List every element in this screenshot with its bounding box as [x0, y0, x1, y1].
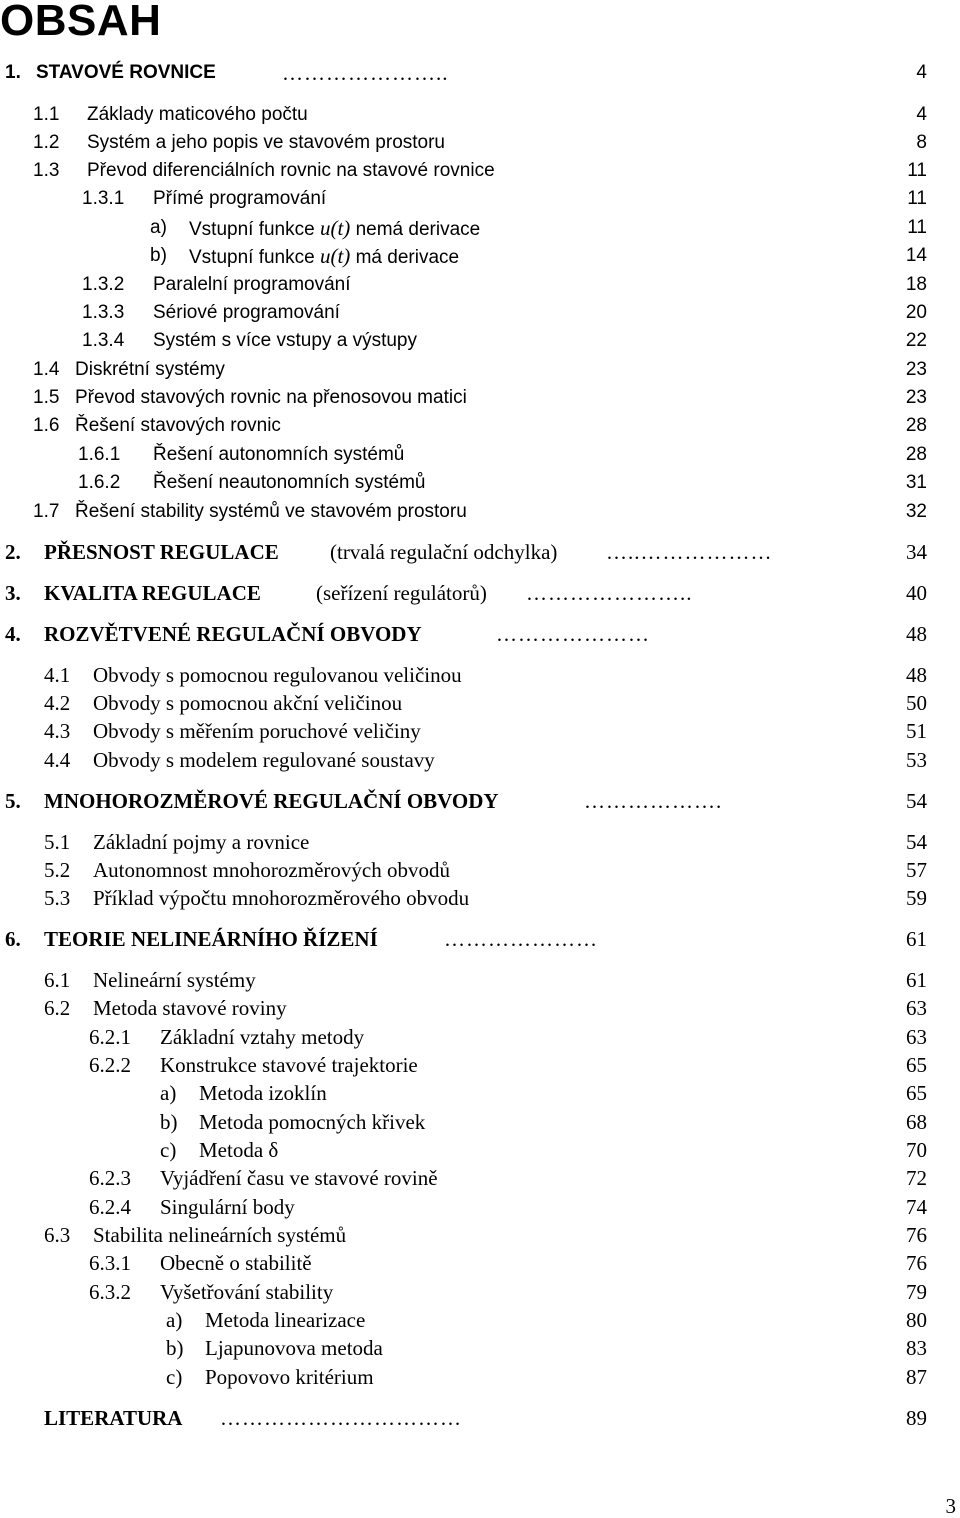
toc-title: Ljapunovova metoda — [205, 1336, 383, 1360]
toc-number: 1.6.1 — [78, 444, 121, 465]
toc-entry — [0, 1022, 960, 1052]
toc-entry — [0, 716, 960, 746]
toc-number: 1.3.3 — [82, 302, 125, 323]
toc-entry — [0, 241, 960, 271]
toc-title: Obvody s modelem regulované soustavy — [93, 748, 435, 772]
toc-number: 4.4 — [44, 748, 71, 772]
toc-leader-dots: …………………………… — [220, 1406, 462, 1430]
toc-title: Metoda pomocných křivek — [199, 1110, 426, 1134]
toc-number: b) — [166, 1336, 184, 1360]
toc-page: 54 — [906, 789, 927, 813]
toc-page: 48 — [906, 663, 927, 687]
toc-page: 28 — [905, 444, 927, 465]
toc-number: 1.2 — [33, 132, 60, 153]
toc-title: Nelineární systémy — [93, 968, 256, 992]
toc-number: c) — [166, 1365, 183, 1389]
toc-title: Řešení autonomních systémů — [153, 444, 405, 465]
toc-page: 76 — [906, 1223, 927, 1247]
page-title: OBSAH — [0, 0, 162, 45]
toc-number: 2. — [5, 540, 21, 564]
toc-page: 61 — [906, 927, 927, 951]
toc-entry — [0, 745, 960, 775]
toc-number: 1.3.2 — [82, 274, 125, 295]
toc-number: b) — [160, 1110, 178, 1134]
toc-chapter-5 — [0, 786, 960, 816]
toc-title: Obvody s měřením poruchové veličiny — [93, 719, 421, 743]
toc-title: Popovovo kritérium — [205, 1365, 374, 1389]
toc-entry — [0, 298, 960, 328]
toc-leader-dots: ………………….. — [526, 581, 693, 605]
toc-number: 1.7 — [33, 501, 60, 522]
toc-title: Systém s více vstupy a výstupy — [153, 330, 417, 351]
toc-page: 51 — [906, 719, 927, 743]
toc-number: 4.1 — [44, 663, 71, 687]
toc-entry — [0, 156, 960, 186]
toc-title: Příklad výpočtu mnohorozměrového obvodu — [93, 886, 470, 910]
toc-entry — [0, 827, 960, 857]
toc-title: MNOHOROZMĚROVÉ REGULAČNÍ OBVODY — [44, 789, 499, 813]
toc-title: PŘESNOST REGULACE — [44, 540, 279, 564]
toc-page: 89 — [906, 1406, 927, 1430]
toc-title: Přímé programování — [153, 188, 327, 209]
toc-number: 6.2.3 — [89, 1166, 131, 1190]
toc-page: 65 — [906, 1081, 927, 1105]
toc-title: Paralelní programování — [153, 274, 351, 295]
toc-page: 59 — [906, 886, 927, 910]
toc-title: LITERATURA — [44, 1406, 183, 1430]
toc-page: 8 — [916, 132, 927, 153]
toc-number: 3. — [5, 581, 21, 605]
toc-entry — [0, 1362, 960, 1392]
toc-page: 54 — [906, 830, 927, 854]
toc-title-math: u(t) — [319, 244, 351, 268]
toc-number: b) — [150, 245, 167, 266]
toc-number: 6.1 — [44, 968, 71, 992]
toc-subtitle: (seřízení regulátorů) — [316, 581, 487, 605]
toc-page: 20 — [905, 302, 927, 323]
toc-title: Základní pojmy a rovnice — [93, 830, 310, 854]
toc-title: Obecně o stabilitě — [160, 1251, 312, 1275]
toc-entry — [0, 184, 960, 214]
toc-page: 53 — [906, 748, 927, 772]
toc-title-text: Vstupní funkce — [189, 219, 315, 240]
toc-number: 6.2 — [44, 996, 71, 1020]
toc-number: 1.4 — [33, 359, 60, 380]
toc-entry — [0, 1135, 960, 1165]
toc-number: 5.3 — [44, 886, 71, 910]
toc-entry — [0, 468, 960, 498]
toc-number: 6. — [5, 927, 21, 951]
toc-title: Základy maticového počtu — [87, 104, 308, 125]
toc-number: 1.3 — [33, 160, 60, 181]
toc-title: Konstrukce stavové trajektorie — [160, 1053, 418, 1077]
toc-leader-dots: ………………… — [496, 622, 650, 646]
toc-title: Vyšetřování stability — [160, 1280, 334, 1304]
toc-entry — [0, 128, 960, 158]
toc-title: Metoda izoklín — [199, 1081, 327, 1105]
toc-title: Řešení neautonomních systémů — [153, 472, 426, 493]
toc-literatura — [0, 1403, 960, 1433]
toc-title: Převod stavových rovnic na přenosovou matici — [75, 387, 467, 408]
toc-title: Autonomnost mnohorozměrových obvodů — [93, 858, 450, 882]
toc-entry — [0, 355, 960, 385]
toc-title: Základní vztahy metody — [160, 1025, 365, 1049]
toc-page: 4 — [916, 62, 927, 83]
toc-page: 40 — [906, 581, 927, 605]
toc-entry — [0, 440, 960, 470]
toc-page: 14 — [905, 245, 927, 266]
toc-entry — [0, 1277, 960, 1307]
toc-chapter-6 — [0, 924, 960, 954]
toc-number: 4. — [5, 622, 21, 646]
toc-number: 6.2.1 — [89, 1025, 131, 1049]
toc-title: KVALITA REGULACE — [44, 581, 261, 605]
toc-entry — [0, 1220, 960, 1250]
toc-page: 61 — [906, 968, 927, 992]
toc-title-text: Vstupní funkce — [189, 247, 315, 268]
toc-subtitle: (trvalá regulační odchylka) — [330, 540, 558, 564]
toc-page: 4 — [916, 104, 927, 125]
toc-entry — [0, 1078, 960, 1108]
toc-number: 1.3.4 — [82, 330, 125, 351]
toc-title: Převod diferenciálních rovnic na stavové rovnice — [87, 160, 495, 181]
toc-entry — [0, 1163, 960, 1193]
toc-entry — [0, 497, 960, 527]
toc-entry — [0, 213, 960, 243]
toc-number: a) — [150, 217, 167, 238]
toc-number: 4.3 — [44, 719, 71, 743]
toc-entry — [0, 660, 960, 690]
toc-number: 1.6 — [33, 415, 60, 436]
toc-number: 1.3.1 — [82, 188, 125, 209]
toc-title-math: u(t) — [319, 216, 351, 240]
toc-page: 72 — [906, 1166, 927, 1190]
toc-page: 11 — [907, 188, 927, 209]
toc-title: Obvody s pomocnou regulovanou veličinou — [93, 663, 462, 687]
toc-title: STAVOVÉ ROVNICE — [36, 62, 216, 83]
toc-number: 5.1 — [44, 830, 71, 854]
toc-entry — [0, 855, 960, 885]
toc-title-text: nemá derivace — [355, 219, 481, 240]
toc-page: 34 — [906, 540, 927, 564]
toc-leader-dots: ………………… — [444, 927, 598, 951]
toc-page: 63 — [906, 1025, 927, 1049]
toc-entry — [0, 883, 960, 913]
toc-entry — [0, 326, 960, 356]
toc-page: 68 — [906, 1110, 927, 1134]
toc-title: Diskrétní systémy — [75, 359, 225, 380]
toc-page: 65 — [906, 1053, 927, 1077]
toc-page: 28 — [905, 415, 927, 436]
toc-chapter-4 — [0, 619, 960, 649]
toc-leader-dots: ………………….. — [282, 61, 449, 85]
toc-leader-dots: ………………. — [584, 789, 723, 813]
toc-number: 6.3.1 — [89, 1251, 131, 1275]
toc-page: 18 — [905, 274, 927, 295]
toc-page: 63 — [906, 996, 927, 1020]
toc-number: 1.6.2 — [78, 472, 121, 493]
toc-number: 5. — [5, 789, 21, 813]
toc-page: 70 — [906, 1138, 927, 1162]
toc-page: 32 — [905, 501, 927, 522]
toc-chapter-3 — [0, 578, 960, 608]
toc-entry — [0, 100, 960, 130]
toc-title: Řešení stavových rovnic — [75, 415, 281, 436]
toc-page: 83 — [906, 1336, 927, 1360]
toc-entry — [0, 993, 960, 1023]
toc-number: 1. — [5, 62, 21, 83]
toc-title: TEORIE NELINEÁRNÍHO ŘÍZENÍ — [44, 927, 378, 951]
toc-page: 57 — [906, 858, 927, 882]
toc-number: 6.2.4 — [89, 1195, 131, 1219]
toc-entry — [0, 383, 960, 413]
toc-title: Vyjádření času ve stavové rovině — [160, 1166, 438, 1190]
toc-number: 6.3.2 — [89, 1280, 131, 1304]
toc-page: 50 — [906, 691, 927, 715]
toc-title: Metoda linearizace — [205, 1308, 366, 1332]
toc-number: 1.5 — [33, 387, 60, 408]
toc-page: 31 — [905, 472, 927, 493]
toc-number: 5.2 — [44, 858, 71, 882]
toc-entry — [0, 411, 960, 441]
toc-leader-dots: …..……………… — [606, 540, 773, 564]
toc-entry — [0, 1050, 960, 1080]
toc-title: Metoda δ — [199, 1138, 279, 1162]
page-number: 3 — [945, 1494, 956, 1518]
toc-entry — [0, 965, 960, 995]
toc-number: a) — [166, 1308, 183, 1332]
toc-title: Metoda stavové roviny — [93, 996, 287, 1020]
toc-page: 48 — [906, 622, 927, 646]
toc-entry — [0, 270, 960, 300]
toc-title — [189, 241, 459, 273]
toc-page: 76 — [906, 1251, 927, 1275]
toc-number: 6.2.2 — [89, 1053, 131, 1077]
toc-chapter-2 — [0, 537, 960, 567]
toc-entry — [0, 1107, 960, 1137]
toc-title-text: má derivace — [355, 247, 460, 268]
toc-entry — [0, 1248, 960, 1278]
toc-title: Singulární body — [160, 1195, 295, 1219]
toc-page: 87 — [906, 1365, 927, 1389]
toc-number: a) — [160, 1081, 177, 1105]
toc-entry — [0, 1305, 960, 1335]
toc-title: Sériové programování — [153, 302, 340, 323]
toc-page: 11 — [907, 160, 927, 181]
toc-number: 4.2 — [44, 691, 71, 715]
toc-page: 23 — [905, 387, 927, 408]
toc-chapter-1 — [0, 58, 960, 88]
toc-title: Obvody s pomocnou akční veličinou — [93, 691, 403, 715]
toc-page: 11 — [907, 217, 927, 238]
toc-entry — [0, 1333, 960, 1363]
toc-entry — [0, 1192, 960, 1222]
toc-number: c) — [160, 1138, 177, 1162]
toc-title: Stabilita nelineárních systémů — [93, 1223, 347, 1247]
toc-entry — [0, 688, 960, 718]
toc-page: 80 — [906, 1308, 927, 1332]
toc-title: Systém a jeho popis ve stavovém prostoru — [87, 132, 446, 153]
toc-title: Řešení stability systémů ve stavovém prostoru — [75, 501, 467, 522]
toc-page: 22 — [905, 330, 927, 351]
toc-title: ROZVĚTVENÉ REGULAČNÍ OBVODY — [44, 622, 422, 646]
toc-page: 79 — [906, 1280, 927, 1304]
toc-number: 6.3 — [44, 1223, 71, 1247]
toc-page: 74 — [906, 1195, 927, 1219]
toc-page: 23 — [905, 359, 927, 380]
toc-number: 1.1 — [33, 104, 60, 125]
